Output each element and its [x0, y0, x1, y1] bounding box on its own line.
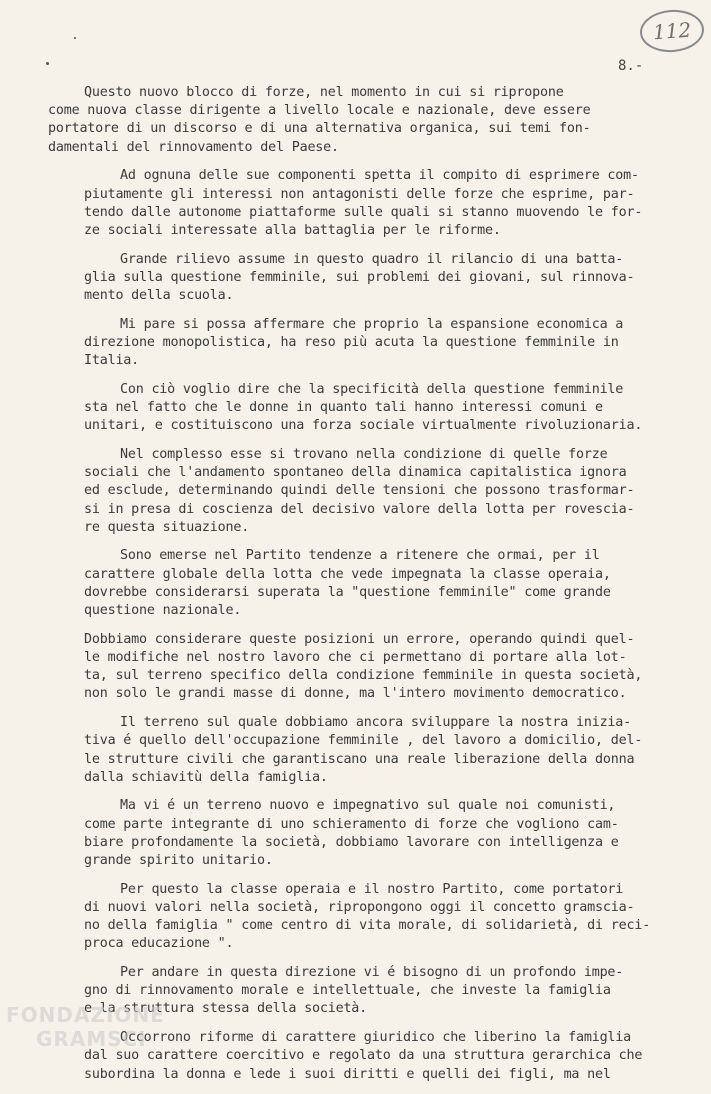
watermark-line: FONDAZIONE: [6, 1003, 165, 1027]
paragraph: [84, 446, 664, 537]
watermark-line: GRAMSCI: [36, 1027, 147, 1051]
paragraph: [84, 964, 664, 1019]
paragraph: [84, 714, 664, 787]
paragraph: [84, 547, 664, 620]
document-body: [48, 84, 664, 1094]
paragraph-text: Per andare in questa direzione vi é bisogno di un profondo impe- gno di rinnovamento morale e intellettuale, che investe la famiglia e la struttura stessa della società.: [84, 965, 624, 1017]
paragraph-text: Mi pare si possa affermare che proprio la espansione economica a direzione monopolistica, ha reso più acuta la questione femminile in Italia.: [84, 316, 624, 369]
paragraph: [84, 316, 664, 371]
paragraph: [84, 167, 664, 240]
paragraph-text: Ma vi é un terreno nuovo e impegnativo sul quale noi comunisti, come parte integrante di uno schieramento di forze che vogliono cam- biare profondamente la società, dobbiamo lavorare con intelligenza e grande spirito unitario.: [84, 798, 619, 869]
paragraph: [84, 381, 664, 436]
margin-mark: [46, 62, 49, 65]
paragraph: [84, 631, 664, 704]
paragraph-text: Sono emerse nel Partito tendenze a ritenere che ormai, per il carattere globale della lotta che vede impegnata la classe operaia, dovrebbe considerarsi superata la "questione femminile" come grande questione nazionale.: [84, 548, 611, 619]
paragraph: [84, 251, 664, 306]
paragraph-text: Dobbiamo considerare queste posizioni un errore, operando quindi quel- le modifiche nel nostro lavoro che ci permettano di portare alla lot- ta, sul terreno specifico della condizione femminile in questa società, non solo le grandi masse di donne, ma l'intero movimento democratico.: [84, 631, 643, 702]
margin-mark: [74, 37, 76, 39]
archive-stamp-number: 112: [652, 17, 692, 45]
paragraph-text: Nel complesso esse si trovano nella condizione di quelle forze sociali che l'andamento spontaneo della dinamica capitalistica ignora ed esclude, determinando quindi delle tensioni che possono trasformar- si in presa di coscienza del decisivo valore della lotta per rovescia- re questa situazione.: [84, 446, 635, 535]
paragraph-text: Per questo la classe operaia e il nostro Partito, come portatori di nuovi valori nella società, ripropongono oggi il concetto gramscia- no della famiglia " come centro di vita morale, di solidarietà, di reci- proca educazione ".: [84, 881, 651, 952]
paragraph-text: Con ciò voglio dire che la specificità della questione femminile sta nel fatto che le donne in quanto tali hanno interessi comuni e unitari, e costituiscono una forza sociale virtualmente rivoluzionaria.: [84, 381, 643, 434]
paragraph: [48, 84, 664, 157]
archive-stamp: [639, 8, 706, 54]
paragraph-text: Ad ognuna delle sue componenti spetta il compito di esprimere com- piutamente gli interessi non antagonisti delle forze che esprime, par- tendo dalle autonome piattaforme sulle quali si stanno muovendo le for- ze sociali interessate alla battaglia per le riforme.: [84, 168, 643, 238]
paragraph-text: Il terreno sul quale dobbiamo ancora sviluppare la nostra inizia- tiva é quello dell'occupazione femminile , del lavoro a domicilio, del- le strutture civili che garantiscano una reale liberazione della donna dalla schiavitù della famiglia.: [84, 715, 643, 785]
paragraph: [84, 1029, 664, 1084]
fondazione-gramsci-watermark: [6, 1003, 165, 1051]
paragraph-text: Grande rilievo assume in questo quadro il rilancio di una batta- glia sulla questione femminile, sui problemi dei giovani, sul rinnova- mento della scuola.: [84, 251, 635, 304]
paragraph-text: Questo nuovo blocco di forze, nel momento in cui si ripropone come nuova classe dirigente a livello locale e nazionale, deve essere portatore di un discorso e di una alternativa organica, sui temi fon- damentali del rinnovamento del Paese.: [48, 85, 591, 155]
paragraph-text: Occorrono riforme di carattere giuridico che liberino la famiglia dal suo carattere coercitivo e regolato da una struttura gerarchica che subordina la donna e lede i suoi diritti e quelli dei figli, ma nel: [84, 1030, 643, 1082]
paragraph: [84, 797, 664, 870]
paragraph: [84, 881, 664, 954]
page-number: 8.-: [618, 58, 644, 74]
